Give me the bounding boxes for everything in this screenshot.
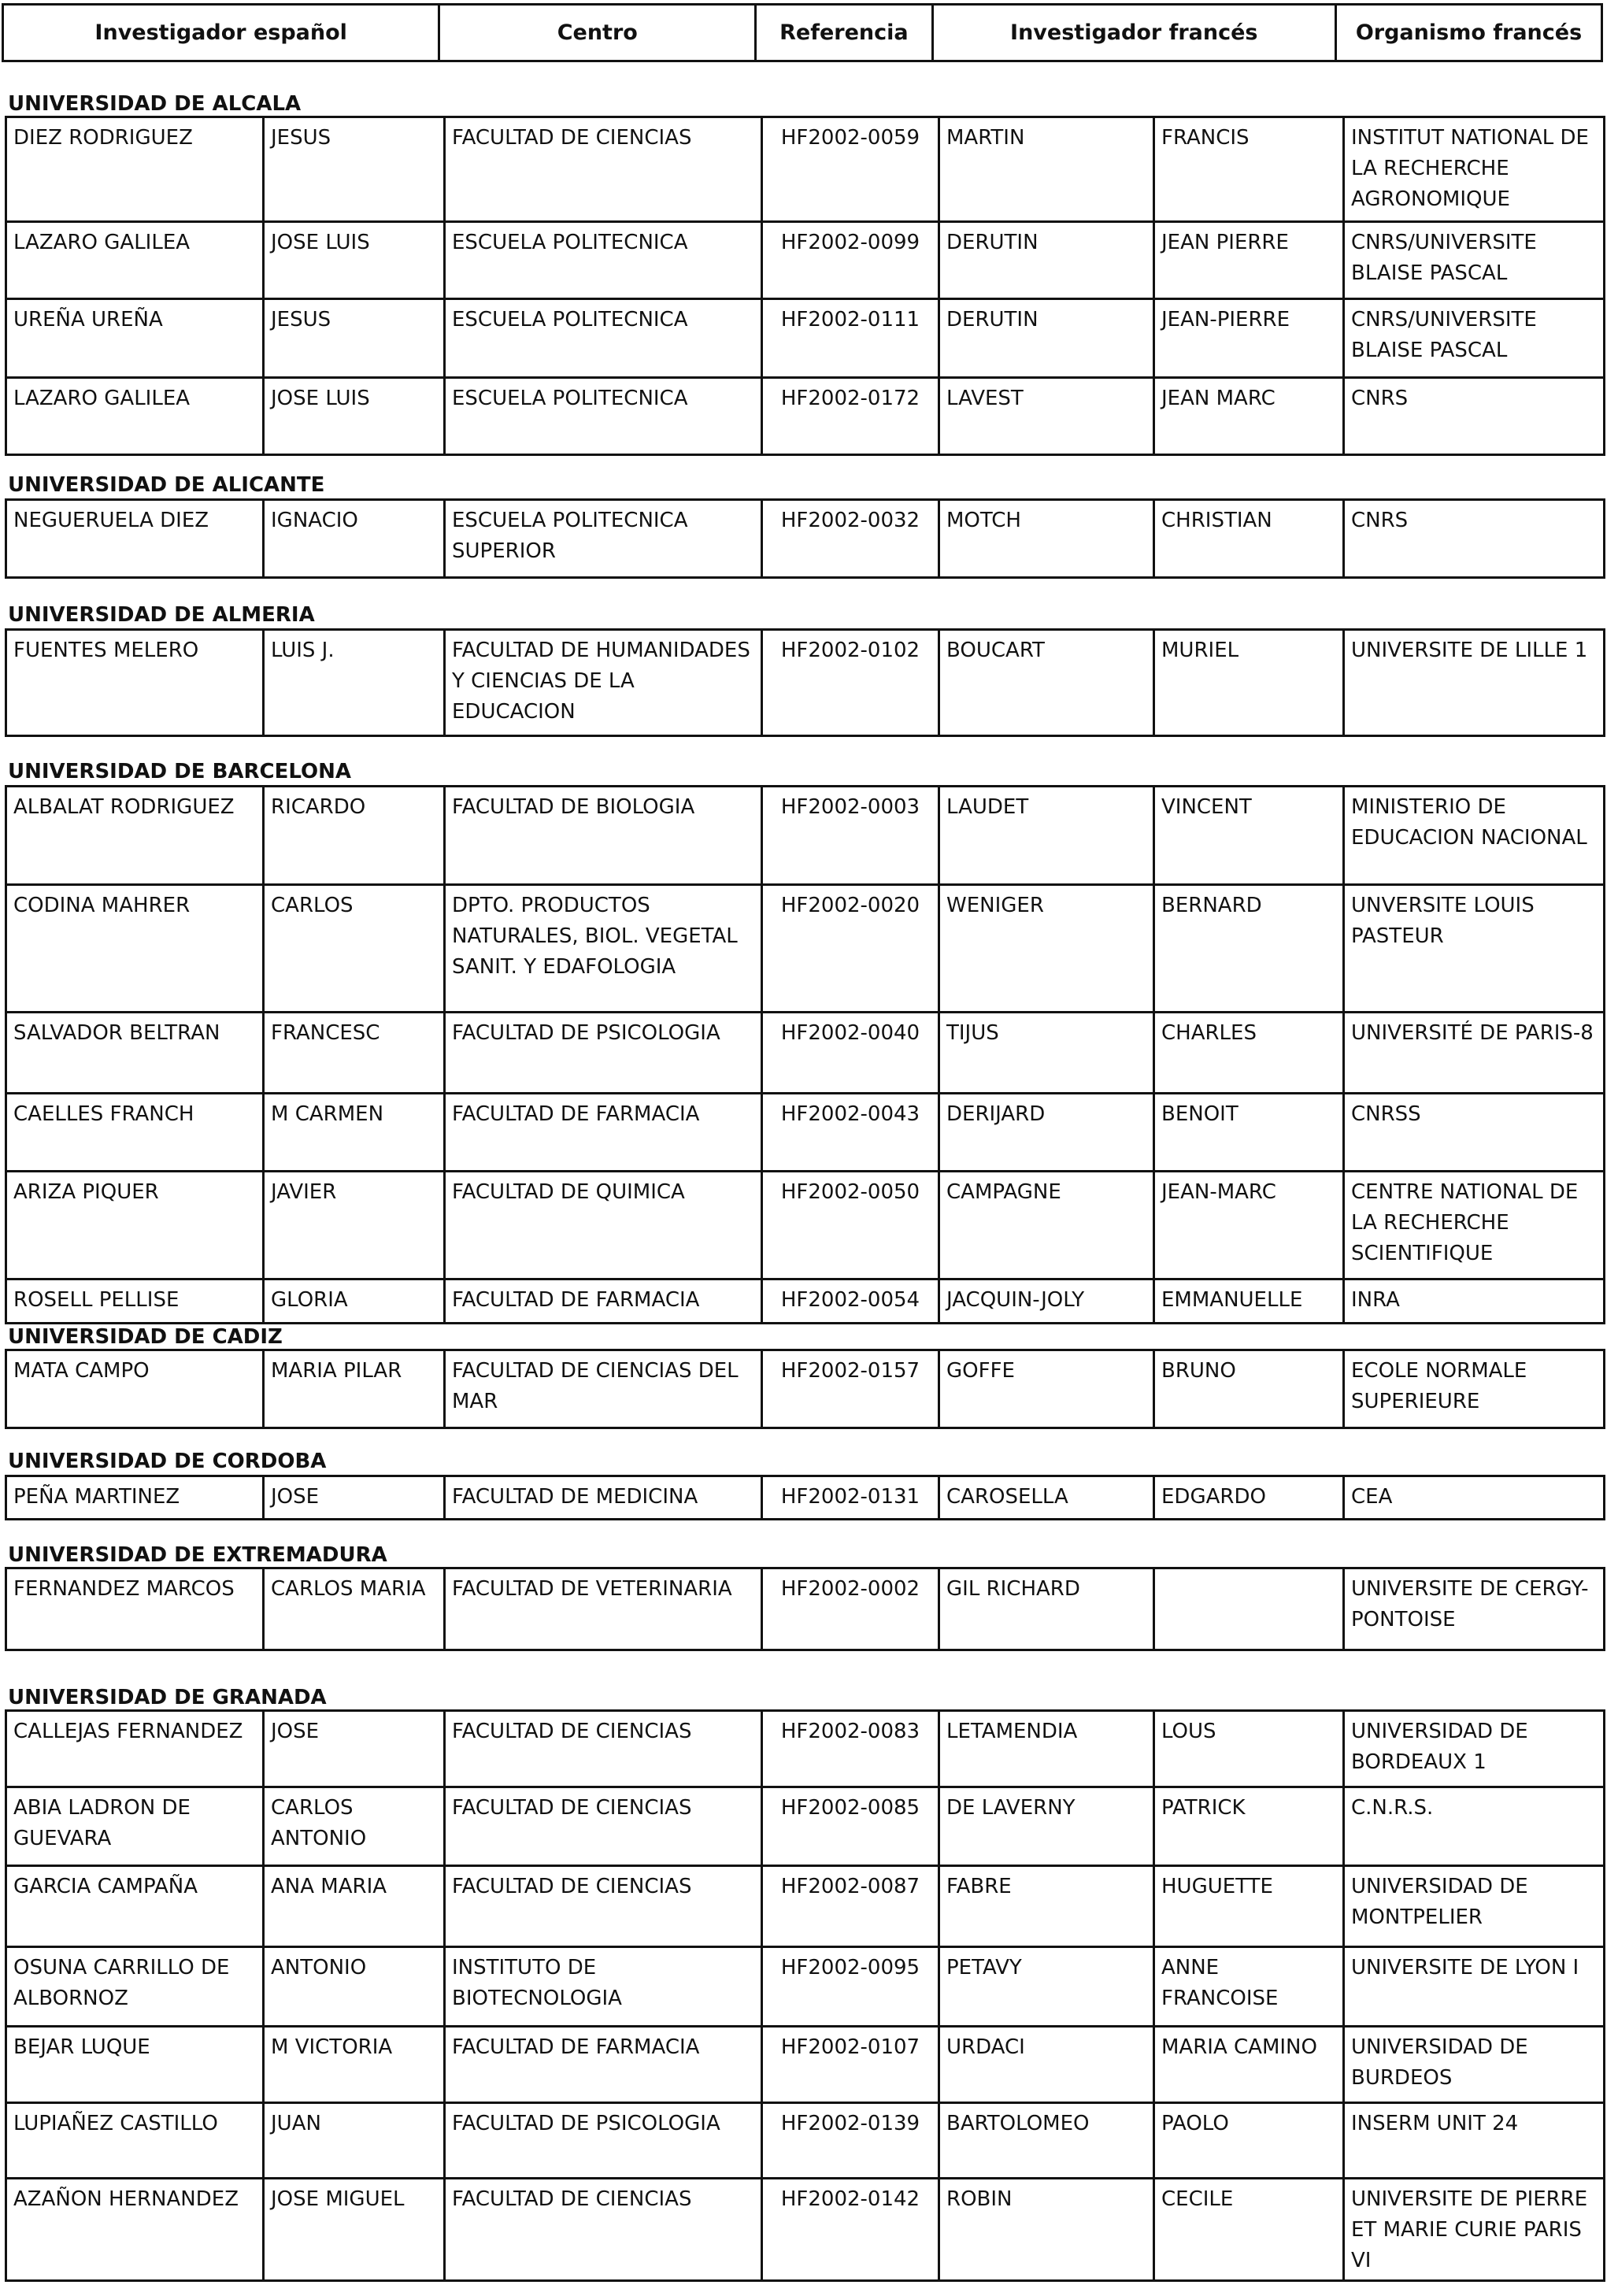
centro-cell: FACULTAD DE FARMACIA (445, 2027, 762, 2103)
apellidos-cell: LUPIAÑEZ CASTILLO (6, 2103, 264, 2179)
table-row (6, 1094, 1605, 1172)
apellidos-cell: FERNANDEZ MARCOS (6, 1568, 264, 1650)
apellido-frances-cell: DERUTIN (939, 299, 1154, 378)
university-title: UNIVERSIDAD DE CADIZ (8, 1325, 283, 1349)
apellido-frances-cell: LETAMENDIA (939, 1711, 1154, 1787)
apellidos-cell: LAZARO GALILEA (6, 222, 264, 299)
table-row (6, 1947, 1605, 2027)
centro-cell: FACULTAD DE CIENCIAS (445, 2179, 762, 2281)
nombre-frances-cell: PATRICK (1154, 1787, 1344, 1866)
referencia-cell: HF2002-0172 (762, 378, 939, 455)
centro-cell: FACULTAD DE QUIMICA (445, 1172, 762, 1279)
referencia-cell: HF2002-0050 (762, 1172, 939, 1279)
university-table (5, 628, 1605, 737)
apellido-frances-cell: WENIGER (939, 885, 1154, 1013)
nombre-cell: ANA MARIA (264, 1866, 445, 1947)
apellido-frances-cell: FABRE (939, 1866, 1154, 1947)
nombre-frances-cell: CHARLES (1154, 1013, 1344, 1094)
referencia-cell: HF2002-0020 (762, 885, 939, 1013)
table-row (6, 630, 1605, 736)
nombre-frances-cell: CHRISTIAN (1154, 500, 1344, 578)
apellidos-cell: AZAÑON HERNANDEZ (6, 2179, 264, 2281)
nombre-cell: JOSE MIGUEL (264, 2179, 445, 2281)
nombre-cell: LUIS J. (264, 630, 445, 736)
nombre-cell: CARLOS (264, 885, 445, 1013)
nombre-frances-cell: PAOLO (1154, 2103, 1344, 2179)
nombre-cell: CARLOS ANTONIO (264, 1787, 445, 1866)
apellidos-cell: UREÑA UREÑA (6, 299, 264, 378)
apellidos-cell: CAELLES FRANCH (6, 1094, 264, 1172)
centro-cell: ESCUELA POLITECNICA (445, 378, 762, 455)
organismo-cell: CNRS/UNIVERSITE BLAISE PASCAL (1344, 299, 1605, 378)
apellido-frances-cell: DE LAVERNY (939, 1787, 1154, 1866)
centro-cell: FACULTAD DE CIENCIAS (445, 1711, 762, 1787)
nombre-cell: GLORIA (264, 1279, 445, 1324)
table-row (6, 2179, 1605, 2281)
nombre-frances-cell: JEAN PIERRE (1154, 222, 1344, 299)
table-row (6, 1350, 1605, 1428)
apellidos-cell: SALVADOR BELTRAN (6, 1013, 264, 1094)
organismo-cell: C.N.R.S. (1344, 1787, 1605, 1866)
organismo-cell: CNRS (1344, 500, 1605, 578)
nombre-cell: JOSE (264, 1476, 445, 1520)
table-row (6, 1568, 1605, 1650)
organismo-cell: UNIVERSITE DE CERGY-PONTOISE (1344, 1568, 1605, 1650)
table-row (6, 1476, 1605, 1520)
apellidos-cell: ALBALAT RODRIGUEZ (6, 787, 264, 885)
centro-cell: FACULTAD DE VETERINARIA (445, 1568, 762, 1650)
centro-cell: FACULTAD DE BIOLOGIA (445, 787, 762, 885)
apellido-frances-cell: CAMPAGNE (939, 1172, 1154, 1279)
nombre-frances-cell: CECILE (1154, 2179, 1344, 2281)
nombre-cell: JAVIER (264, 1172, 445, 1279)
referencia-cell: HF2002-0157 (762, 1350, 939, 1428)
university-title: UNIVERSIDAD DE ALCALA (8, 92, 302, 116)
apellido-frances-cell: TIJUS (939, 1013, 1154, 1094)
apellido-frances-cell: ROBIN (939, 2179, 1154, 2281)
apellidos-cell: OSUNA CARRILLO DE ALBORNOZ (6, 1947, 264, 2027)
nombre-cell: ANTONIO (264, 1947, 445, 2027)
apellidos-cell: BEJAR LUQUE (6, 2027, 264, 2103)
apellidos-cell: ABIA LADRON DE GUEVARA (6, 1787, 264, 1866)
nombre-frances-cell: VINCENT (1154, 787, 1344, 885)
nombre-cell: CARLOS MARIA (264, 1568, 445, 1650)
centro-cell: ESCUELA POLITECNICA (445, 299, 762, 378)
university-title: UNIVERSIDAD DE CORDOBA (8, 1450, 327, 1473)
organismo-cell: INSTITUT NATIONAL DE LA RECHERCHE AGRONOMIQUE (1344, 117, 1605, 222)
referencia-cell: HF2002-0107 (762, 2027, 939, 2103)
header-referencia: Referencia (757, 6, 933, 60)
centro-cell: FACULTAD DE CIENCIAS (445, 1866, 762, 1947)
centro-cell: ESCUELA POLITECNICA (445, 222, 762, 299)
university-table (5, 785, 1605, 1324)
referencia-cell: HF2002-0111 (762, 299, 939, 378)
apellidos-cell: ROSELL PELLISE (6, 1279, 264, 1324)
table-row (6, 787, 1605, 885)
organismo-cell: UNVERSITE LOUIS PASTEUR (1344, 885, 1605, 1013)
organismo-cell: INSERM UNIT 24 (1344, 2103, 1605, 2179)
centro-cell: FACULTAD DE CIENCIAS (445, 117, 762, 222)
organismo-cell: CNRS (1344, 378, 1605, 455)
university-table (5, 1709, 1605, 2282)
nombre-cell: JUAN (264, 2103, 445, 2179)
centro-cell: FACULTAD DE FARMACIA (445, 1094, 762, 1172)
referencia-cell: HF2002-0142 (762, 2179, 939, 2281)
university-title: UNIVERSIDAD DE ALICANTE (8, 473, 325, 497)
apellidos-cell: CODINA MAHRER (6, 885, 264, 1013)
university-table (5, 1475, 1605, 1520)
apellido-frances-cell: DERIJARD (939, 1094, 1154, 1172)
nombre-cell: JOSE LUIS (264, 378, 445, 455)
referencia-cell: HF2002-0002 (762, 1568, 939, 1650)
centro-cell: FACULTAD DE PSICOLOGIA (445, 2103, 762, 2179)
organismo-cell: CENTRE NATIONAL DE LA RECHERCHE SCIENTIFIQUE (1344, 1172, 1605, 1279)
referencia-cell: HF2002-0139 (762, 2103, 939, 2179)
centro-cell: FACULTAD DE PSICOLOGIA (445, 1013, 762, 1094)
nombre-cell: IGNACIO (264, 500, 445, 578)
referencia-cell: HF2002-0102 (762, 630, 939, 736)
organismo-cell: UNIVERSITE DE LYON I (1344, 1947, 1605, 2027)
centro-cell: DPTO. PRODUCTOS NATURALES, BIOL. VEGETAL SANIT. Y EDAFOLOGIA (445, 885, 762, 1013)
apellidos-cell: PEÑA MARTINEZ (6, 1476, 264, 1520)
referencia-cell: HF2002-0032 (762, 500, 939, 578)
nombre-frances-cell: EDGARDO (1154, 1476, 1344, 1520)
organismo-cell: INRA (1344, 1279, 1605, 1324)
table-row (6, 1866, 1605, 1947)
organismo-cell: CEA (1344, 1476, 1605, 1520)
apellido-frances-cell: LAVEST (939, 378, 1154, 455)
nombre-cell: M VICTORIA (264, 2027, 445, 2103)
referencia-cell: HF2002-0040 (762, 1013, 939, 1094)
nombre-frances-cell: ANNE FRANCOISE (1154, 1947, 1344, 2027)
nombre-cell: JOSE LUIS (264, 222, 445, 299)
apellidos-cell: LAZARO GALILEA (6, 378, 264, 455)
table-row (6, 378, 1605, 455)
table-row (6, 222, 1605, 299)
table-row (6, 885, 1605, 1013)
apellido-frances-cell: DERUTIN (939, 222, 1154, 299)
table-row (6, 117, 1605, 222)
apellido-frances-cell: MARTIN (939, 117, 1154, 222)
organismo-cell: CNRS/UNIVERSITE BLAISE PASCAL (1344, 222, 1605, 299)
table-row (6, 2027, 1605, 2103)
university-title: UNIVERSIDAD DE BARCELONA (8, 760, 352, 783)
table-row (6, 1711, 1605, 1787)
apellidos-cell: ARIZA PIQUER (6, 1172, 264, 1279)
header-investigador-frances: Investigador francés (934, 6, 1337, 60)
referencia-cell: HF2002-0085 (762, 1787, 939, 1866)
centro-cell: FACULTAD DE MEDICINA (445, 1476, 762, 1520)
apellido-frances-cell: PETAVY (939, 1947, 1154, 2027)
centro-cell: FACULTAD DE CIENCIAS DEL MAR (445, 1350, 762, 1428)
nombre-cell: MARIA PILAR (264, 1350, 445, 1428)
organismo-cell: UNIVERSIDAD DE MONTPELIER (1344, 1866, 1605, 1947)
nombre-cell: JESUS (264, 299, 445, 378)
apellidos-cell: FUENTES MELERO (6, 630, 264, 736)
referencia-cell: HF2002-0059 (762, 117, 939, 222)
apellidos-cell: GARCIA CAMPAÑA (6, 1866, 264, 1947)
nombre-cell: FRANCESC (264, 1013, 445, 1094)
apellido-frances-cell: LAUDET (939, 787, 1154, 885)
referencia-cell: HF2002-0054 (762, 1279, 939, 1324)
header-organismo-frances: Organismo francés (1355, 20, 1583, 45)
apellido-frances-cell: URDACI (939, 2027, 1154, 2103)
referencia-cell: HF2002-0087 (762, 1866, 939, 1947)
table-header (2, 3, 1603, 62)
nombre-frances-cell: MURIEL (1154, 630, 1344, 736)
organismo-cell: UNIVERSITE DE LILLE 1 (1344, 630, 1605, 736)
apellidos-cell: DIEZ RODRIGUEZ (6, 117, 264, 222)
apellido-frances-cell: JACQUIN-JOLY (939, 1279, 1154, 1324)
table-row (6, 1787, 1605, 1866)
nombre-frances-cell: BERNARD (1154, 885, 1344, 1013)
organismo-cell: UNIVERSITÉ DE PARIS-8 (1344, 1013, 1605, 1094)
nombre-cell: JESUS (264, 117, 445, 222)
university-table (5, 1349, 1605, 1429)
university-title: UNIVERSIDAD DE ALMERIA (8, 603, 315, 627)
nombre-cell: M CARMEN (264, 1094, 445, 1172)
organismo-cell: UNIVERSIDAD DE BORDEAUX 1 (1344, 1711, 1605, 1787)
table-row (6, 500, 1605, 578)
nombre-cell: JOSE (264, 1711, 445, 1787)
organismo-cell: UNIVERSIDAD DE BURDEOS (1344, 2027, 1605, 2103)
nombre-frances-cell: HUGUETTE (1154, 1866, 1344, 1947)
centro-cell: FACULTAD DE HUMANIDADES Y CIENCIAS DE LA EDUCACION (445, 630, 762, 736)
table-row (6, 2103, 1605, 2179)
organismo-cell: UNIVERSITE DE PIERRE ET MARIE CURIE PARIS VI (1344, 2179, 1605, 2281)
organismo-cell: MINISTERIO DE EDUCACION NACIONAL (1344, 787, 1605, 885)
apellido-frances-cell: BOUCART (939, 630, 1154, 736)
apellido-frances-cell: MOTCH (939, 500, 1154, 578)
apellidos-cell: NEGUERUELA DIEZ (6, 500, 264, 578)
table-row (6, 1172, 1605, 1279)
centro-cell: ESCUELA POLITECNICA SUPERIOR (445, 500, 762, 578)
nombre-cell: RICARDO (264, 787, 445, 885)
table-row (6, 1279, 1605, 1324)
apellido-frances-cell: CAROSELLA (939, 1476, 1154, 1520)
referencia-cell: HF2002-0099 (762, 222, 939, 299)
apellidos-cell: CALLEJAS FERNANDEZ (6, 1711, 264, 1787)
header-centro: Centro (440, 6, 757, 60)
apellidos-cell: MATA CAMPO (6, 1350, 264, 1428)
nombre-frances-cell: BENOIT (1154, 1094, 1344, 1172)
organismo-cell: ECOLE NORMALE SUPERIEURE (1344, 1350, 1605, 1428)
university-title: UNIVERSIDAD DE GRANADA (8, 1686, 327, 1709)
nombre-frances-cell: JEAN-MARC (1154, 1172, 1344, 1279)
organismo-cell: CNRSS (1344, 1094, 1605, 1172)
university-table (5, 116, 1605, 456)
nombre-frances-cell: LOUS (1154, 1711, 1344, 1787)
table-row (6, 299, 1605, 378)
university-title: UNIVERSIDAD DE EXTREMADURA (8, 1543, 387, 1567)
apellido-frances-cell: GIL RICHARD (939, 1568, 1154, 1650)
university-table (5, 1567, 1605, 1651)
university-table (5, 498, 1605, 579)
table-row (6, 1013, 1605, 1094)
apellido-frances-cell: GOFFE (939, 1350, 1154, 1428)
centro-cell: INSTITUTO DE BIOTECNOLOGIA (445, 1947, 762, 2027)
referencia-cell: HF2002-0083 (762, 1711, 939, 1787)
nombre-frances-cell: FRANCIS (1154, 117, 1344, 222)
centro-cell: FACULTAD DE FARMACIA (445, 1279, 762, 1324)
referencia-cell: HF2002-0131 (762, 1476, 939, 1520)
nombre-frances-cell: EMMANUELLE (1154, 1279, 1344, 1324)
nombre-frances-cell: JEAN-PIERRE (1154, 299, 1344, 378)
header-investigador-espanol: Investigador español (4, 6, 440, 60)
referencia-cell: HF2002-0043 (762, 1094, 939, 1172)
referencia-cell: HF2002-0095 (762, 1947, 939, 2027)
nombre-frances-cell: JEAN MARC (1154, 378, 1344, 455)
referencia-cell: HF2002-0003 (762, 787, 939, 885)
centro-cell: FACULTAD DE CIENCIAS (445, 1787, 762, 1866)
nombre-frances-cell: BRUNO (1154, 1350, 1344, 1428)
nombre-frances-cell: MARIA CAMINO (1154, 2027, 1344, 2103)
nombre-frances-cell (1154, 1568, 1344, 1650)
apellido-frances-cell: BARTOLOMEO (939, 2103, 1154, 2179)
